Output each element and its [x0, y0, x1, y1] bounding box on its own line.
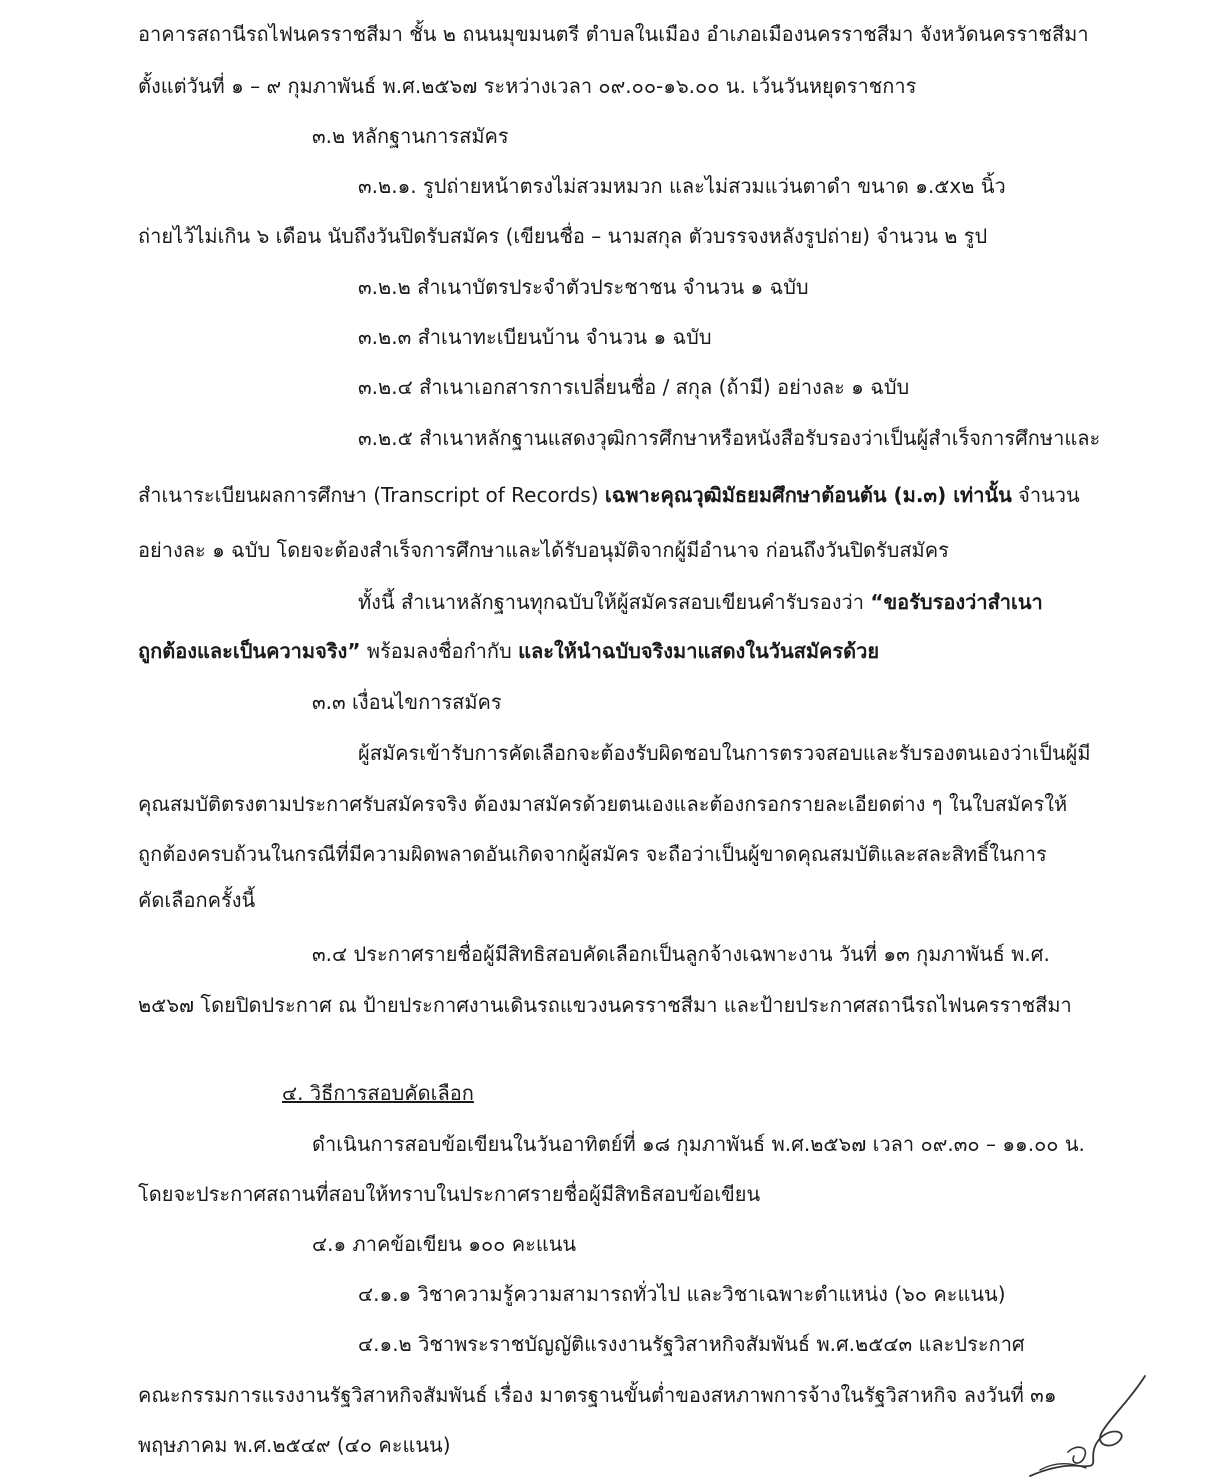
item-3-2-2: ๓.๒.๒ สำเนาบัตรประจำตัวประชาชน จำนวน ๑ ฉบับ	[358, 275, 809, 299]
text-line	[138, 481, 1080, 509]
text-line: ถูกต้องครบถ้วนในกรณีที่มีความผิดพลาดอันเกิดจากผู้สมัคร จะถือว่าเป็นผู้ขาดคุณสมบัติและสละสิทธิ์ในการ	[138, 842, 1047, 866]
item-4-1-1: ๔.๑.๑ วิชาความรู้ความสามารถทั่วไป และวิชาเฉพาะตำแหน่ง (๖๐ คะแนน)	[358, 1282, 1006, 1306]
bold-text-segment: เฉพาะคุณวุฒิมัธยมศึกษาต้อนต้น (ม.๓) เท่านั้น	[604, 483, 1012, 507]
text-line: ผู้สมัครเข้ารับการคัดเลือกจะต้องรับผิดชอบในการตรวจสอบและรับรองตนเองว่าเป็นผู้มี	[358, 741, 1091, 765]
text-line: ถ่ายไว้ไม่เกิน ๖ เดือน นับถึงวันปิดรับสมัคร (เขียนชื่อ – นามสกุล ตัวบรรจงหลังรูปถ่าย) จำนวน ๒ รูป	[138, 224, 988, 248]
text-line: อาคารสถานีรถไฟนครราชสีมา ชั้น ๒ ถนนมุขมนตรี ตำบลในเมือง อำเภอเมืองนครราชสีมา จังหวัดนครราชสีมา	[138, 22, 1089, 46]
item-3-2-3: ๓.๒.๓ สำเนาทะเบียนบ้าน จำนวน ๑ ฉบับ	[358, 325, 712, 349]
item-3-2-5: ๓.๒.๕ สำเนาหลักฐานแสดงวุฒิการศึกษาหรือหนังสือรับรองว่าเป็นผู้สำเร็จการศึกษาและ	[358, 426, 1101, 450]
bold-text-segment: ถูกต้องและเป็นความจริง”	[138, 639, 361, 663]
text-line: ๒๕๖๗ โดยปิดประกาศ ณ ป้ายประกาศงานเดินรถแขวงนครราชสีมา และป้ายประกาศสถานีรถไฟนครราชสีมา	[138, 993, 1072, 1017]
text-segment: สำเนาระเบียนผลการศึกษา (Transcript of Records)	[138, 483, 599, 507]
item-3-2-4: ๓.๒.๔ สำเนาเอกสารการเปลี่ยนชื่อ / สกุล (ถ้ามี) อย่างละ ๑ ฉบับ	[358, 375, 910, 399]
text-segment: ทั้งนี้ สำเนาหลักฐานทุกฉบับให้ผู้สมัครสอบเขียนคำรับรองว่า	[358, 590, 864, 614]
text-line: ดำเนินการสอบข้อเขียนในวันอาทิตย์ที่ ๑๘ กุมภาพันธ์ พ.ศ.๒๕๖๗ เวลา ๐๙.๓๐ – ๑๑.๐๐ น.	[312, 1132, 1085, 1156]
bold-text-segment: “ขอรับรองว่าสำเนา	[870, 590, 1043, 614]
text-segment: จำนวน	[1018, 483, 1080, 507]
text-line: คัดเลือกครั้งนี้	[138, 888, 256, 912]
text-segment: พร้อมลงชื่อกำกับ	[366, 639, 512, 663]
section-heading-4: ๔. วิธีการสอบคัดเลือก	[282, 1081, 474, 1105]
text-line: อย่างละ ๑ ฉบับ โดยจะต้องสำเร็จการศึกษาและได้รับอนุมัติจากผู้มีอำนาจ ก่อนถึงวันปิดรับสมัคร	[138, 538, 949, 562]
text-line: โดยจะประกาศสถานที่สอบให้ทราบในประกาศรายชื่อผู้มีสิทธิสอบข้อเขียน	[138, 1182, 761, 1206]
item-3-2-1: ๓.๒.๑. รูปถ่ายหน้าตรงไม่สวมหมวก และไม่สวมแว่นตาดำ ขนาด ๑.๕x๒ นิ้ว	[358, 174, 1006, 198]
text-line	[138, 637, 879, 665]
section-heading-3-3: ๓.๓ เงื่อนไขการสมัคร	[312, 690, 502, 714]
text-line: คณะกรรมการแรงงานรัฐวิสาหกิจสัมพันธ์ เรื่อง มาตรฐานขั้นต่ำของสหภาพการจ้างในรัฐวิสาหกิจ ลงวันที่ ๓๑	[138, 1383, 1057, 1407]
section-heading-4-1: ๔.๑ ภาคข้อเขียน ๑๐๐ คะแนน	[312, 1232, 577, 1256]
bold-text-segment: และให้นำฉบับจริงมาแสดงในวันสมัครด้วย	[518, 639, 880, 663]
text-line: พฤษภาคม พ.ศ.๒๕๔๙ (๔๐ คะแนน)	[138, 1433, 451, 1457]
section-heading-3-4: ๓.๔ ประกาศรายชื่อผู้มีสิทธิสอบคัดเลือกเป็นลูกจ้างเฉพาะงาน วันที่ ๑๓ กุมภาพันธ์ พ.ศ.	[312, 942, 1050, 966]
item-4-1-2: ๔.๑.๒ วิชาพระราชบัญญัติแรงงานรัฐวิสาหกิจสัมพันธ์ พ.ศ.๒๕๔๓ และประกาศ	[358, 1332, 1025, 1356]
text-line: ตั้งแต่วันที่ ๑ – ๙ กุมภาพันธ์ พ.ศ.๒๕๖๗ ระหว่างเวลา ๐๙.๐๐-๑๖.๐๐ น. เว้นวันหยุดราชการ	[138, 74, 917, 98]
text-line	[358, 588, 1043, 616]
section-heading-3-2: ๓.๒ หลักฐานการสมัคร	[312, 124, 509, 148]
text-line: คุณสมบัติตรงตามประกาศรับสมัครจริง ต้องมาสมัครด้วยตนเองและต้องกรอกรายละเอียดต่าง ๆ ในใบสมัครให้	[138, 792, 1068, 816]
signature-icon	[1010, 1370, 1160, 1479]
